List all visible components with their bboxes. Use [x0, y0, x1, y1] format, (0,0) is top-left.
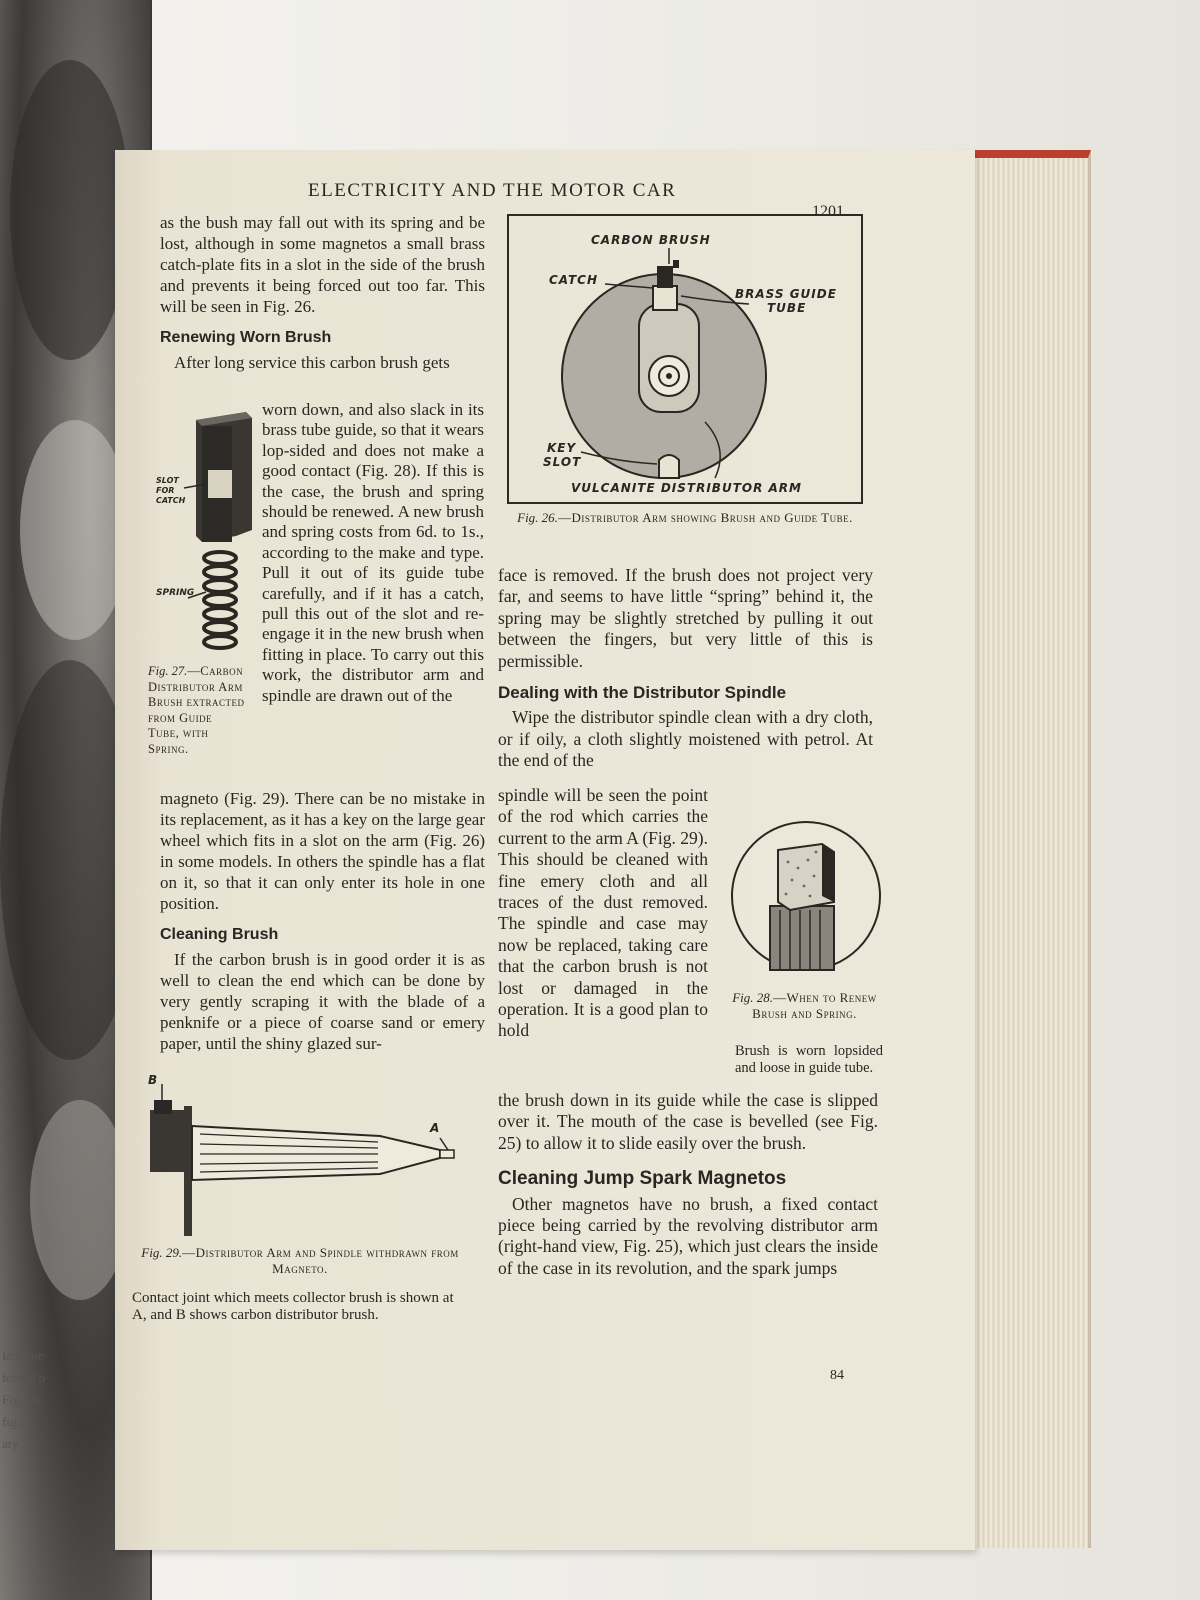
fig29-note: Contact joint which meets collector brush is shown at A, and B shows carbon distributor brush. — [132, 1290, 454, 1323]
fig29-spindle-illustration — [140, 1070, 470, 1240]
page-number: 1201 — [812, 203, 844, 220]
fig27-caption-text: —Carbon Distributor Arm Brush extracted from Guide Tube, with Spring. — [148, 664, 245, 756]
heading-jump-spark-magnetos: Cleaning Jump Spark Magnetos — [498, 1168, 787, 1190]
fig28-caption — [722, 990, 887, 1022]
fig26-label-vulcanite: VULCANITE DISTRIBUTOR ARM — [571, 481, 802, 495]
fig26-label-brass-guide: BRASS GUIDE — [735, 287, 837, 301]
fig26-label-key: KEY — [547, 441, 577, 455]
fig26-label-carbon-brush: CARBON BRUSH — [591, 233, 711, 247]
fig29-caption-number: Fig. 29. — [141, 1245, 183, 1260]
heading-cleaning-brush: Cleaning Brush — [160, 926, 279, 943]
fig28-caption-text: —When to Renew Brush and Spring. — [752, 990, 877, 1021]
right-column-lower — [498, 1090, 878, 1279]
fig26-label-catch: CATCH — [549, 273, 598, 287]
fig29-label-a: A — [430, 1121, 441, 1135]
left-page-text-fragment: In some forced o Fig. 26. fig. ary — [2, 1348, 45, 1451]
fig26-label-slot: SLOT — [543, 455, 582, 469]
heading-renewing-worn-brush: Renewing Worn Brush — [160, 329, 332, 346]
renewing-paragraph-start: After long service this carbon brush gets — [174, 353, 450, 372]
renewing-paragraph-wrap: worn down, and also slack in its brass tube guide, so that it wears lop-sided and does not make a good contact (Fig. 28). If this is the case, the brush and spring should be renewed. A new brush and spring costs from 6d. to 1s., according to the make and type. Pull it out of its guide tube carefully, and if it has a catch, pull this out of the slot and re-engage it in the new brush when fitting in place. To carry out this work, the distributor arm and spindle are drawn out of the — [262, 400, 484, 705]
fig26-caption — [505, 510, 865, 526]
fig29-caption — [140, 1245, 460, 1277]
right-column — [498, 565, 873, 772]
fig27-label-slot: SLOT FOR CATCH — [156, 476, 186, 505]
renewing-paragraph-cont: magneto (Fig. 29). There can be no mistake in its replacement, as it has a key on the large gear wheel which fits in a slot on the arm (Fig. 26) in some models. In others the spindle has a flat on it, so that it can only enter its hole in one position. — [160, 789, 485, 913]
heading-distributor-spindle: Dealing with the Distributor Spindle — [498, 683, 787, 703]
fig29-label-b: B — [148, 1073, 159, 1087]
fig27-caption — [148, 664, 246, 757]
fig28-brush-illustration — [726, 810, 884, 985]
spindle-paragraph-start: Wipe the distributor spindle clean with a dry cloth, or if oily, a cloth slightly moistened with petrol. At the end of the — [498, 707, 873, 771]
fig28-caption-number: Fig. 28. — [732, 990, 774, 1005]
fig26-caption-number: Fig. 26. — [517, 510, 558, 525]
jump-spark-paragraph: Other magnetos have no brush, a fixed contact piece being carried by the revolving distributor arm (right-hand view, Fig. 25), which just clears the inside of the case in its revolution, and the spark jumps — [498, 1193, 878, 1278]
spindle-paragraph-wrap: spindle will be seen the point of the rod which carries the current to the arm A (Fig. 29). This should be cleaned with fine emery cloth and all traces of the dust removed. The spindle and case may now be replaced, taking care that the carbon brush is not lost or damaged in the operation. It is a good plan to hold — [498, 785, 708, 1041]
signature-mark: 84 — [830, 1368, 844, 1383]
fig28-note: Brush is worn lopsided and loose in guide tube. — [735, 1043, 883, 1076]
left-column-lower — [160, 788, 485, 1054]
cleaning-paragraph: If the carbon brush is in good order it is as well to clean the end which can be done by very gently scraping it with the blade of a penknife or a piece of coarse sand or emery paper, until the shiny glazed sur- — [160, 950, 485, 1053]
running-header: ELECTRICITY AND THE MOTOR CAR — [308, 180, 677, 201]
a-leader-line — [440, 1138, 448, 1150]
spindle-paragraph-cont: the brush down in its guide while the case is slipped over it. The mouth of the case is bevelled (see Fig. 25) to allow it to slide easily over the brush. — [498, 1090, 878, 1153]
fig26-label-tube: TUBE — [767, 301, 807, 315]
intro-paragraph: as the bush may fall out with its spring and be lost, although in some magnetos a small brass catch-plate fits in a slot in the side of the brush and prevents it being forced out too far. This will be seen in Fig. 26. — [160, 213, 485, 316]
fig26-distributor-arm-illustration — [507, 214, 863, 504]
page-edges — [960, 150, 1091, 1548]
fig29-caption-text: —Distributor Arm and Spindle withdrawn from Magneto. — [182, 1245, 459, 1276]
continuation-paragraph: face is removed. If the brush does not project very far, and seems to have little “spring” behind it, the spring may be slightly stretched by pulling it out between the fingers, but very little of this is permissible. — [498, 565, 873, 671]
fig27-caption-number: Fig. 27. — [148, 664, 188, 678]
left-column — [160, 212, 485, 373]
fig27-label-spring: SPRING — [156, 588, 195, 598]
fig26-caption-text: —Distributor Arm showing Brush and Guide Tube. — [557, 510, 853, 525]
